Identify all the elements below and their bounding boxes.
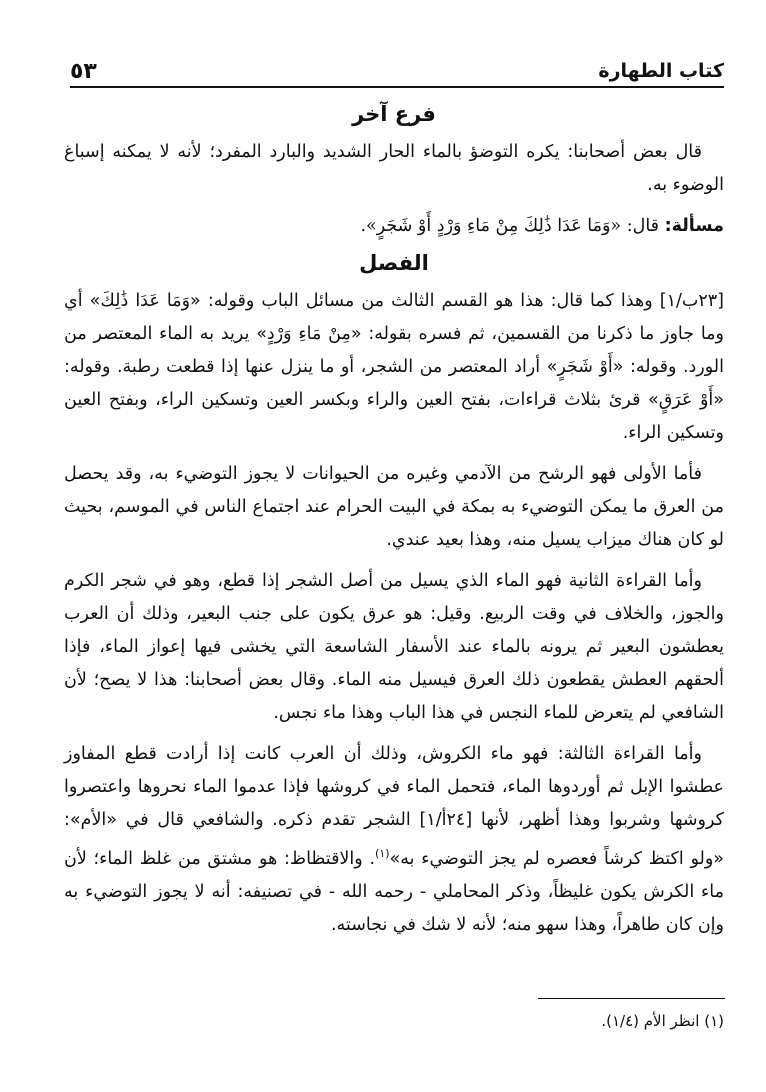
page-number: ٥٣ [70, 59, 97, 84]
masala-text: قال: «وَمَا عَدَا ذَٰلِكَ مِنْ مَاءِ وَرْدٍ أَوْ شَجَرٍ». [360, 216, 660, 236]
footnote-marker: (١) [375, 847, 390, 860]
paragraph: [٢٣ب/١] وهذا كما قال: هذا هو القسم الثالث من مسائل الباب وقوله: «وَمَا عَدَا ذَٰلِكَ» أي وما جاوز ما ذكرنا من القسمين، ثم فسره بقوله: «مِنْ مَاءِ وَرْدٍ» يريد به الماء المعتصر من الورد. وقوله: «أَوْ شَجَرٍ» أراد المعتصر من الشجر، أو ما ينزل عنها إذا قطعت رطبة. وقوله: «أَوْ عَرَقٍ» قرئ بثلاث قراءات، بفتح العين والراء وبكسر العين وتسكين الراء، وبفتح العين وتسكين الراء. [64, 291, 724, 443]
paragraph: قال بعض أصحابنا: يكره التوضؤ بالماء الحار الشديد والبارد المفرد؛ لأنه لا يمكنه إسباغ الوضوء به. [64, 142, 724, 195]
footnote-divider [538, 998, 725, 999]
section-title: الفصل [359, 251, 429, 275]
page-header [70, 52, 724, 88]
section-title: فرع آخر [352, 102, 436, 126]
paragraph [64, 738, 724, 942]
paragraph: وأما القراءة الثانية فهو الماء الذي يسيل من أصل الشجر إذا قطع، وهو في شجر الكرم والجوز، والخلاف في وقت الربيع. وقيل: هو عرق يكون على جنب البعير، وذلك أن العرب يعطشون البعير ثم يرونه بالماء عند الأسفار الشاسعة التي يخشى فيها إعواز الماء، فإذا ألحقهم العطش يقطعون ذلك العرق فيسيل منه الماء. وقال بعض أصحابنا: هذا لا يصح؛ لأن الشافعي لم يتعرض للماء النجس في هذا الباب وهذا ماء نجس. [64, 571, 724, 723]
paragraph-part: وأما القراءة الثالثة: فهو ماء الكروش، وذلك أن العرب كانت إذا أرادت قطع المفاوز عطشوا الإبل ثم أوردوها الماء، فتحمل الماء في كروشها فإذا عدموا الماء نحروها واعتصروا كروشها وشربوا وهذا أظهر، لأنها [٢٤أ/١] الشجر تقدم ذكره. والشافعي قال في «الأم»: «ولو اكتظ كرشاً فعصره لم يجز التوضيء به» [64, 744, 725, 869]
masala-label: مسألة: [664, 216, 724, 236]
masala-paragraph [64, 210, 724, 243]
paragraph-part: . والاقتظاظ: هو مشتق من غلظ الماء؛ لأن ماء الكرش يكون غليظاً، وذكر المحاملي - رحمه الله - في تصنيفه: أنه لا يجوز التوضيء به وإن كان طاهراً، وهذا سهو منه؛ لأنه لا شك في نجاسته. [64, 848, 724, 935]
paragraph: فأما الأولى فهو الرشح من الآدمي وغيره من الحيوانات لا يجوز التوضيء به، وقد يحصل من العرق ما يمكن التوضيء به بمكة في البيت الحرام عند اجتماع الناس في الموسم، بحيث لو كان هناك ميزاب يسيل منه، وهذا بعيد عندي. [64, 464, 724, 550]
book-title: كتاب الطهارة [598, 60, 724, 82]
page-body [64, 98, 724, 950]
footnote: (١) انظر الأم (١/٤). [601, 1012, 724, 1030]
